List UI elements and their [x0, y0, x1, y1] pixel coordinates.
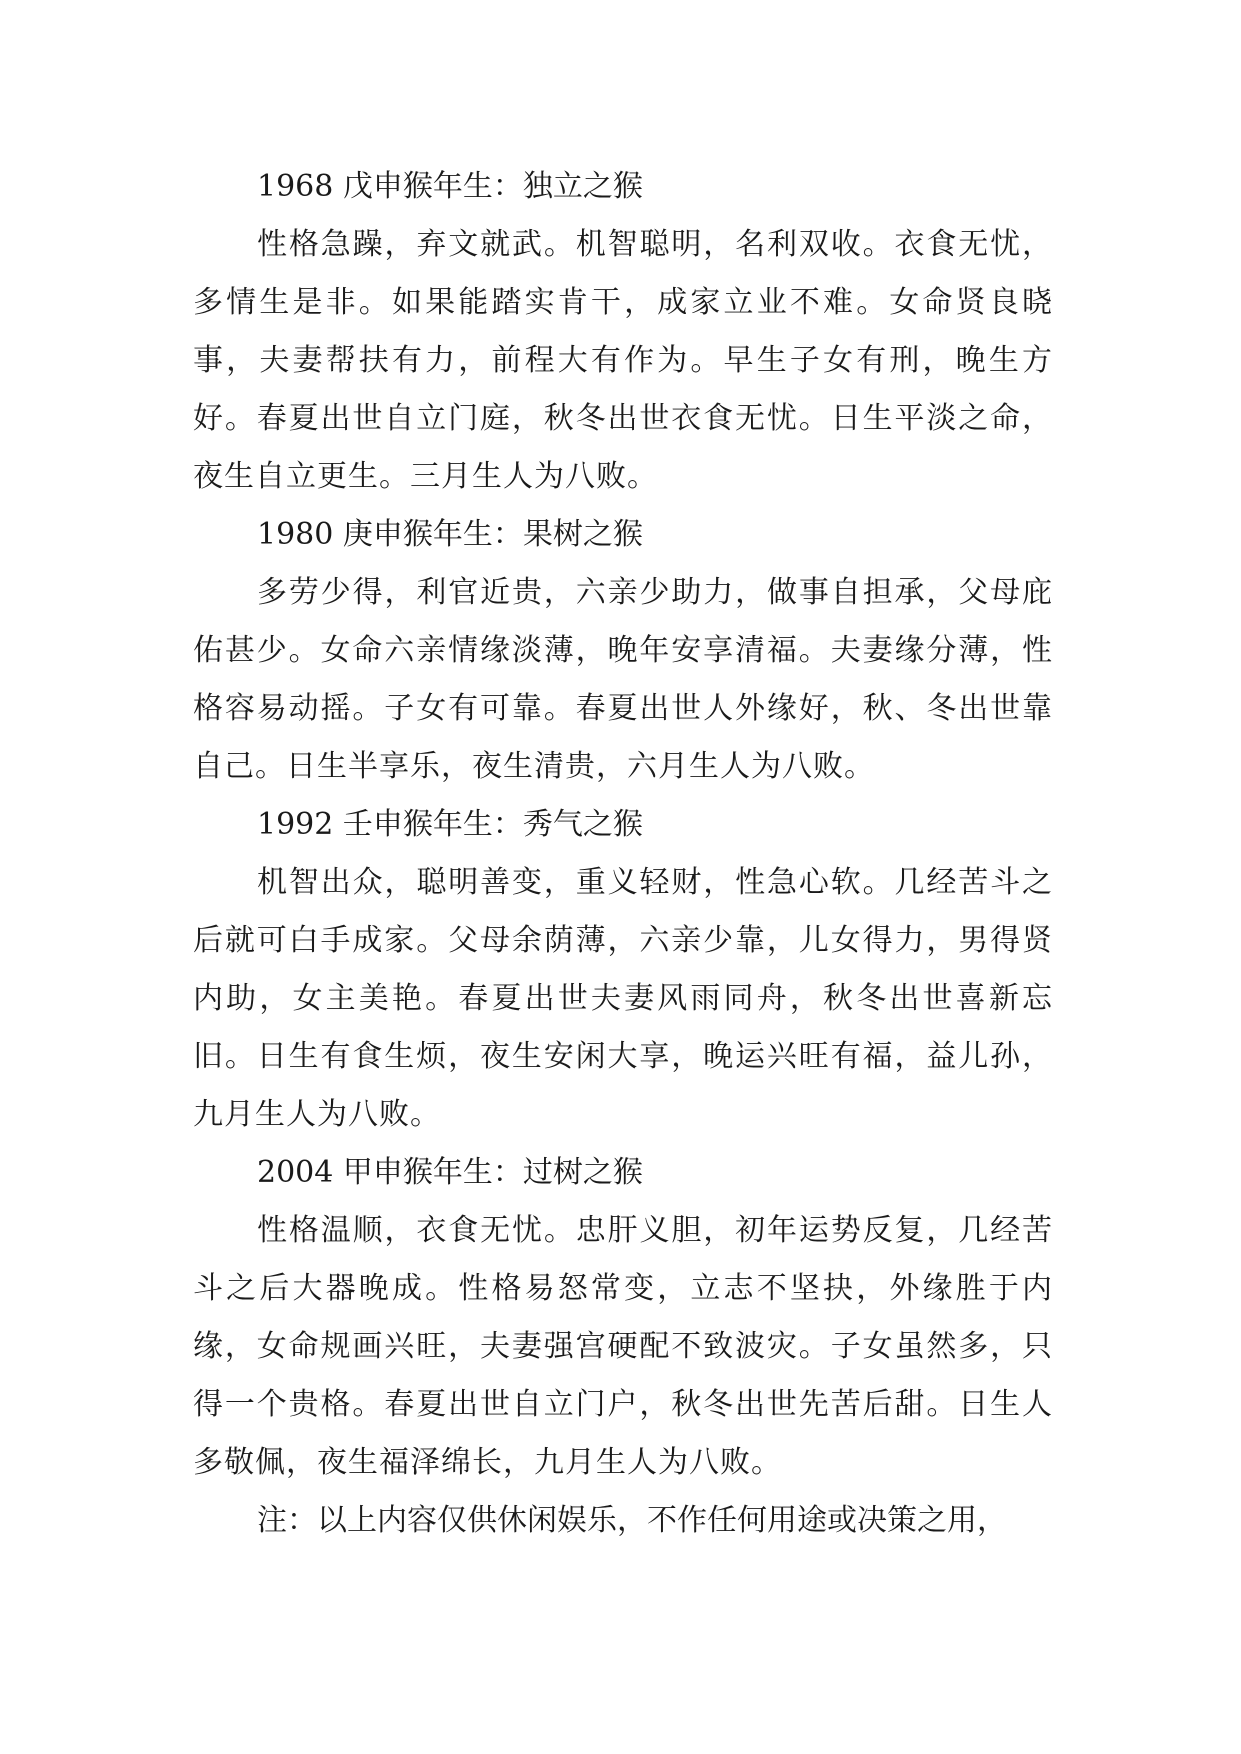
section-title-1968: 1968 戊申猴年生：独立之猴 [257, 169, 643, 204]
section-title-1980: 1980 庚申猴年生：果树之猴 [257, 517, 643, 552]
section-title-2004: 2004 甲申猴年生：过树之猴 [257, 1155, 643, 1190]
section-body-1992: 机智出众，聪明善变，重义轻财，性急心软。几经苦斗之后就可白手成家。父母余荫薄，六亲少靠，儿女得力，男得贤内助，女主美艳。春夏出世夫妻风雨同舟，秋冬出世喜新忘旧。日生有食生烦，夜生安闲大享，晚运兴旺有福，益儿孙，九月生人为八败。 [193, 865, 1053, 1132]
section-body-1980: 多劳少得，利官近贵，六亲少助力，做事自担承，父母庇佑甚少。女命六亲情缘淡薄，晚年安享清福。夫妻缘分薄，性格容易动摇。子女有可靠。春夏出世人外缘好，秋、冬出世靠自己。日生半享乐，夜生清贵，六月生人为八败。 [193, 575, 1053, 784]
document-page [193, 158, 1053, 1550]
section-title-1992: 1992 壬申猴年生：秀气之猴 [257, 807, 643, 842]
section-body-1968: 性格急躁，弃文就武。机智聪明，名利双收。衣食无忧，多情生是非。如果能踏实肯干，成家立业不难。女命贤良晓事，夫妻帮扶有力，前程大有作为。早生子女有刑，晚生方好。春夏出世自立门庭，秋冬出世衣食无忧。日生平淡之命，夜生自立更生。三月生人为八败。 [193, 227, 1053, 494]
section-body-2004: 性格温顺，衣食无忧。忠肝义胆，初年运势反复，几经苦斗之后大器晚成。性格易怒常变，立志不坚抉，外缘胜于内缘，女命规画兴旺，夫妻强宫硬配不致波灾。子女虽然多，只得一个贵格。春夏出世自立门户，秋冬出世先苦后甜。日生人多敬佩，夜生福泽绵长，九月生人为八败。 [193, 1213, 1053, 1480]
disclaimer-note: 注：以上内容仅供休闲娱乐，不作任何用途或决策之用， [257, 1503, 1007, 1538]
